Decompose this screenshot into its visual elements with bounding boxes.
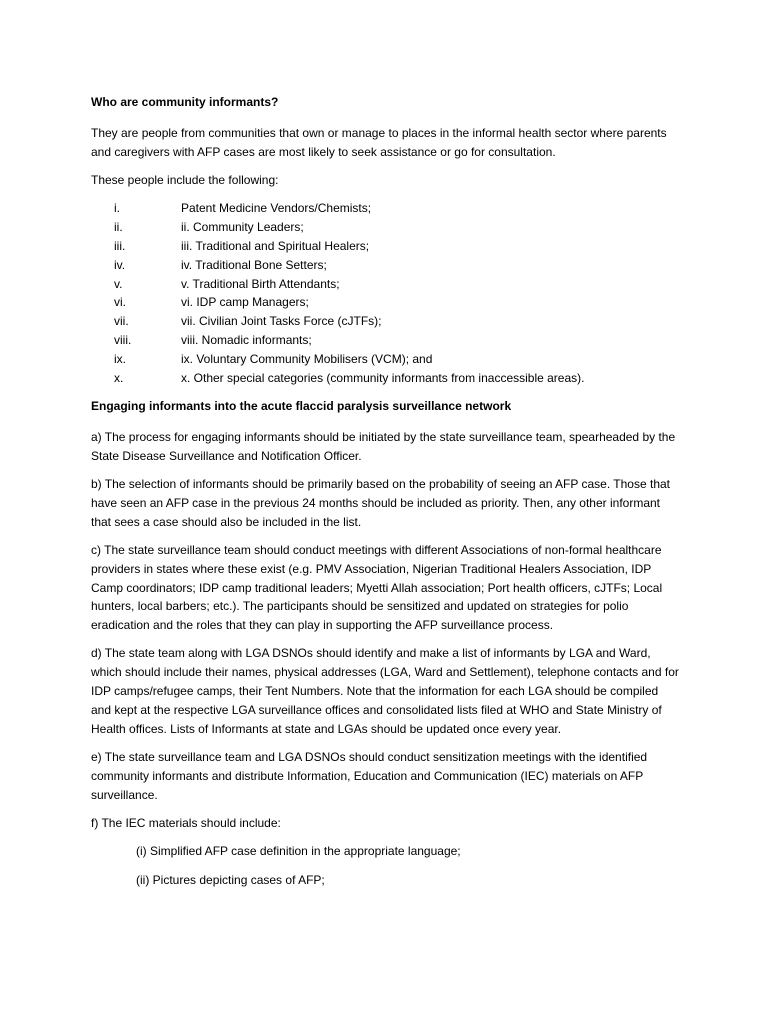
list-item [91,237,681,256]
list-item [91,293,681,312]
list-item-number: i. [114,201,120,216]
list-item-text: viii. Nomadic informants; [181,332,312,347]
paragraph-c: c) The state surveillance team should conduct meetings with different Associations of non-formal healthcare providers in states where these exist (e.g. PMV Association, Nigerian Traditional Healers Association, IDP Camp coordinators; IDP camp traditional leaders; Myetti Allah association; Port health officers, cJTFs; Local hunters, local barbers; etc.). The participants should be sensitized and updated on strategies for polio eradication and the roles that they can play in supporting the AFP surveillance process. [91,542,663,633]
paragraph-a: a) The process for engaging informants should be initiated by the state surveillance team, spearheaded by the State Disease Surveillance and Notification Officer. [91,429,676,463]
list-item-number: viii. [114,332,132,347]
list-item [91,275,681,294]
informant-list [91,199,681,387]
list-intro: These people include the following: [91,172,279,187]
list-item-text: iii. Traditional and Spiritual Healers; [181,238,370,253]
list-item-text: Patent Medicine Vendors/Chemists; [181,201,372,216]
paragraph-f: f) The IEC materials should include: [91,816,281,831]
list-item [91,218,681,237]
iec-sub-item: (i) Simplified AFP case definition in the appropriate language; [136,844,461,859]
list-item-number: vi. [114,295,126,310]
paragraph-d: d) The state team along with LGA DSNOs should identify and make a list of informants by LGA and Ward, which should include their names, physical addresses (LGA, Ward and Settlement), telephone contacts and for IDP camps/refugee camps, their Tent Numbers. Note that the information for each LGA should be compiled and kept at the respective LGA surveillance offices and consolidated lists filed at WHO and State Ministry of Health offices. Lists of Informants at state and LGAs should be updated once every year. [91,646,679,736]
paragraph-b: b) The selection of informants should be primarily based on the probability of seeing an AFP case. Those that have seen an AFP case in the previous 24 months should be included as priority. Then, any other informant that sees a case should also be included in the list. [91,476,671,529]
list-item-number: iv. [114,257,126,272]
section-heading-engaging: Engaging informants into the acute flaccid paralysis surveillance network [91,398,512,413]
list-item [91,331,681,350]
document-page [91,93,681,899]
list-item-number: vii. [114,314,129,329]
list-item-number: v. [114,276,123,291]
list-item [91,199,681,218]
list-item-text: ii. Community Leaders; [181,220,304,235]
list-item [91,350,681,369]
list-item-number: ii. [114,220,123,235]
list-item [91,256,681,275]
list-item-text: x. Other special categories (community informants from inaccessible areas). [181,370,585,385]
list-item [91,312,681,331]
list-item-number: ix. [114,351,126,366]
list-item-text: vii. Civilian Joint Tasks Force (cJTFs); [181,314,382,329]
list-item-text: v. Traditional Birth Attendants; [181,276,340,291]
list-item-text: iv. Traditional Bone Setters; [181,257,327,272]
list-item-number: x. [114,370,124,385]
section-heading-informants: Who are community informants? [91,95,279,109]
iec-sub-item: (ii) Pictures depicting cases of AFP; [136,872,325,887]
intro-paragraph: They are people from communities that own or manage to places in the informal health sector where parents and caregivers with AFP cases are most likely to seek assistance or go for consultation. [91,125,667,159]
list-item-text: vi. IDP camp Managers; [181,295,309,310]
list-item-text: ix. Voluntary Community Mobilisers (VCM); and [181,351,433,366]
list-item-number: iii. [114,238,126,253]
list-item [91,369,681,388]
paragraph-e: e) The state surveillance team and LGA DSNOs should conduct sensitization meetings with the identified community informants and distribute Information, Education and Communication (IEC) materials on AFP surveillance. [91,750,648,802]
